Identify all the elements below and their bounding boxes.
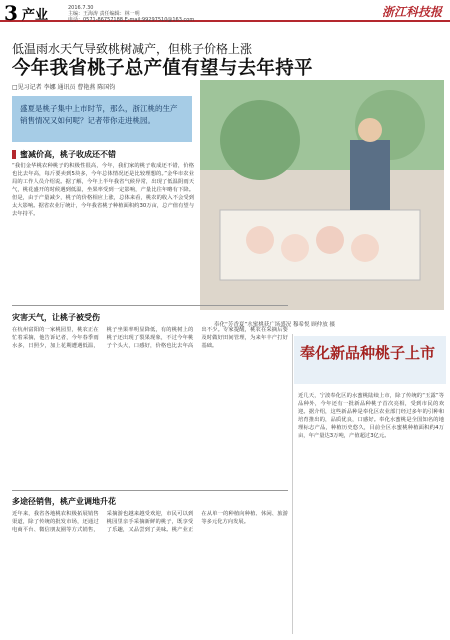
sidebar-title: 奉化新品种桃子上市 — [300, 344, 436, 362]
column-divider — [292, 334, 293, 634]
divider — [12, 305, 288, 306]
section-2-title: 灾害天气，让桃子被受伤 — [12, 313, 100, 322]
article-subhead: 低温雨水天气导致桃树减产，但桃子价格上涨 — [12, 42, 253, 56]
section-3-title: 多途径销售，桃产业调地升花 — [12, 497, 116, 506]
section-1-title: 蜜减价高，桃子收成还不错 — [20, 150, 116, 159]
sidebar-text: 近几天，宁波奉化区的水蜜桃陆续上市，除了传统的“玉露”等品种外，今年还有一批新品种桃子首次亮相，受到市民的欢迎。据介绍，这些新品种是奉化区农业部门经过多年的引种和培育推出的，品质优良，口感好。奉化水蜜桃是全国知名的地理标志产品，种植历史悠久，目前全区水蜜桃种植面积约4万亩，年产量达3万吨，产值超过3亿元。 — [298, 393, 444, 439]
article-lead: 盛夏是桃子集中上市时节，那么，浙江桃的生产销售情况又如何呢？记者带你走进桃园。 — [12, 96, 192, 142]
section-1-text: “我们金华桃农种桃子的积极性很高，今年，我们家的桃子收成还不错，价格也比去年高，每斤要卖到5块多，今年总体情况还是比较理想的。”金华市农业局的工作人员介绍说。据了解，今年上半年我省气候异常，出现了低温阴雨天气，桃花盛开的时候遇到低温，坐果率受到一定影响，产量比往年略有下降。但是，由于产量减少，桃子的价格相应上涨，总体来看，桃农的收入不会受到太大影响。据省农业厅统计，今年我省桃子种植面积约30万亩，总产值有望与去年持平。 — [12, 163, 194, 217]
article-photo — [200, 80, 444, 310]
masthead-meta — [68, 5, 194, 23]
article-headline: 今年我省桃子总产值有望与去年持平 — [12, 58, 313, 79]
section-title: 产业 — [22, 8, 49, 23]
section-3-text: 近年来，我省各地桃农积极拓展销售渠道，除了传统的批发市场，还通过电商平台、微信朋友圈等方式销售，采摘游也越来越受欢迎，市民可以到桃园里亲手采摘新鲜的桃子，既享受了乐趣，又品尝到了美味。桃产业正在从单一的种植向种植、休闲、旅游等多元化方向发展。 — [12, 511, 288, 533]
divider — [12, 490, 288, 491]
peach-photo-illustration — [200, 80, 444, 310]
section-2-text: 在杭州富阳的一家桃园里，桃农正在忙着采摘，他告诉记者，今年春季雨水多，日照少，加上花期遭遇低温，桃子坐果率明显降低，有的桃树上的桃子还出现了裂果现象，不过今年桃子个头大，口感好，价格也比去年高出不少。专家提醒，桃农在采摘后要及时做好田间管理，为来年丰产打好基础。 — [12, 327, 288, 349]
masthead — [0, 0, 450, 25]
section-marker — [12, 150, 16, 159]
meta-contact: 电话：0571-86757188 E-mail:99297510@163.com — [68, 17, 195, 23]
page-number: 3 — [4, 1, 18, 25]
meta-date: 2016.7.30 — [68, 5, 94, 11]
paper-name: 浙江科技报 — [381, 5, 442, 19]
article-credits: □见习记者 李娜 通讯员 曹艳燕 陈国钧 — [12, 84, 116, 91]
meta-editors: 主编：王海涛 责任编辑：林一明 — [68, 11, 140, 17]
photo-caption: 奉化“芳香夏”水蜜桃获广场盛况 穆希悦 顾仲放 摄 — [214, 322, 335, 328]
